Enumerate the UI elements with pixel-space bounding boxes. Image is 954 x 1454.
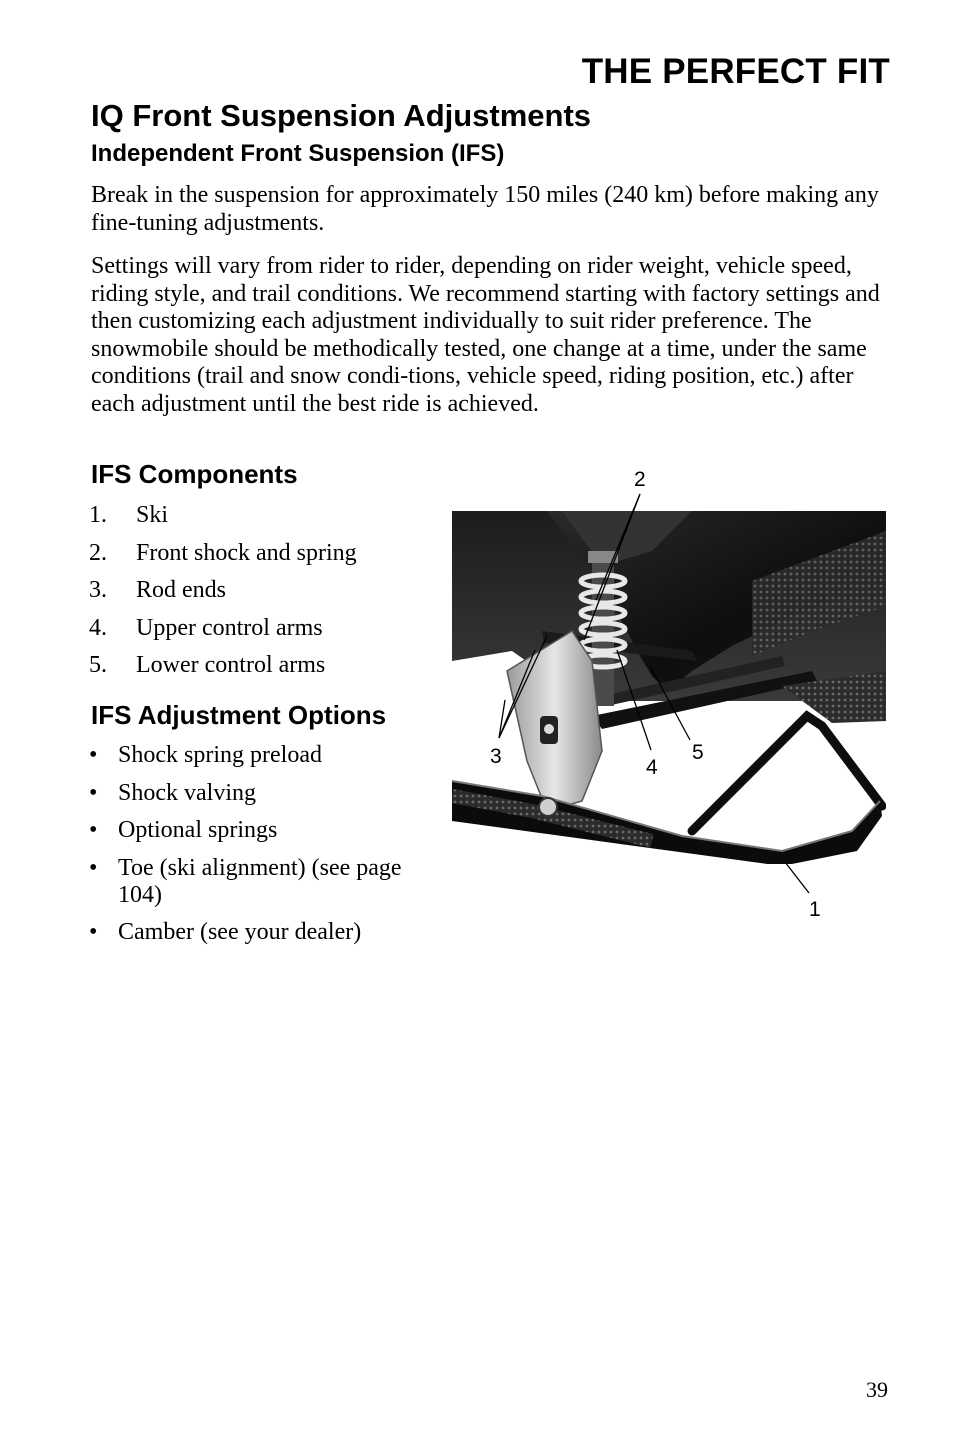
list-item-label: Lower control arms (136, 652, 326, 678)
components-heading: IFS Components (91, 459, 298, 489)
components-list (89, 502, 419, 690)
list-item-label: Shock spring preload (118, 742, 322, 768)
callout-label: 5 (692, 741, 704, 764)
suspension-photo (452, 511, 886, 864)
list-item-label: Ski (136, 502, 169, 528)
list-number: 2. (89, 539, 107, 566)
list-number: 4. (89, 614, 107, 641)
bullet-icon: • (89, 817, 98, 843)
list-item (89, 540, 419, 567)
list-item (89, 742, 419, 769)
list-item (89, 502, 419, 529)
callout-label: 2 (634, 468, 646, 491)
adjustments-list (89, 742, 419, 957)
list-item (89, 615, 419, 642)
list-item-label: Shock valving (118, 779, 256, 806)
bullet-icon: • (89, 919, 98, 945)
list-item (89, 577, 419, 604)
list-item (89, 919, 419, 946)
bullet-icon: • (89, 779, 98, 806)
callout-label: 1 (809, 898, 821, 921)
callout-label: 3 (490, 745, 502, 768)
section-title: THE PERFECT FIT (581, 52, 890, 91)
page-number: 39 (866, 1377, 888, 1402)
paragraph-break-in: Break in the suspension for approximately 150 miles (240 km) before making any fine-tuning adjustments. (91, 182, 879, 236)
page-heading: IQ Front Suspension Adjustments (91, 98, 592, 133)
list-item (89, 817, 419, 844)
list-item (89, 652, 419, 679)
list-number: 1. (89, 502, 107, 528)
bullet-icon: • (89, 854, 98, 881)
sub-heading: Independent Front Suspension (IFS) (91, 140, 505, 167)
callout-label: 4 (646, 756, 658, 779)
list-item (89, 855, 419, 909)
list-item-label: Camber (see your dealer) (118, 919, 362, 945)
bullet-icon: • (89, 742, 98, 768)
list-item (89, 780, 419, 807)
paragraph-settings: Settings will vary from rider to rider, depending on rider weight, vehicle speed, riding style, and trail conditions. We recommend starting with factory settings and then customizing each adjustment individually to suit rider preference. The snowmobile should be methodically tested, one change at a time, under the same conditions (trail and snow condi-tions, vehicle speed, riding position, etc.) after each adjustment until the best ride is achieved. (91, 253, 880, 417)
adjustments-heading: IFS Adjustment Options (91, 700, 387, 730)
list-item-label: Optional springs (118, 817, 278, 843)
list-number: 3. (89, 577, 107, 603)
list-item-label: Rod ends (136, 577, 226, 603)
list-item-label: Front shock and spring (136, 539, 357, 566)
list-number: 5. (89, 652, 107, 678)
list-item-label: Toe (ski alignment) (see page 104) (118, 854, 402, 908)
list-item-label: Upper control arms (136, 614, 323, 641)
